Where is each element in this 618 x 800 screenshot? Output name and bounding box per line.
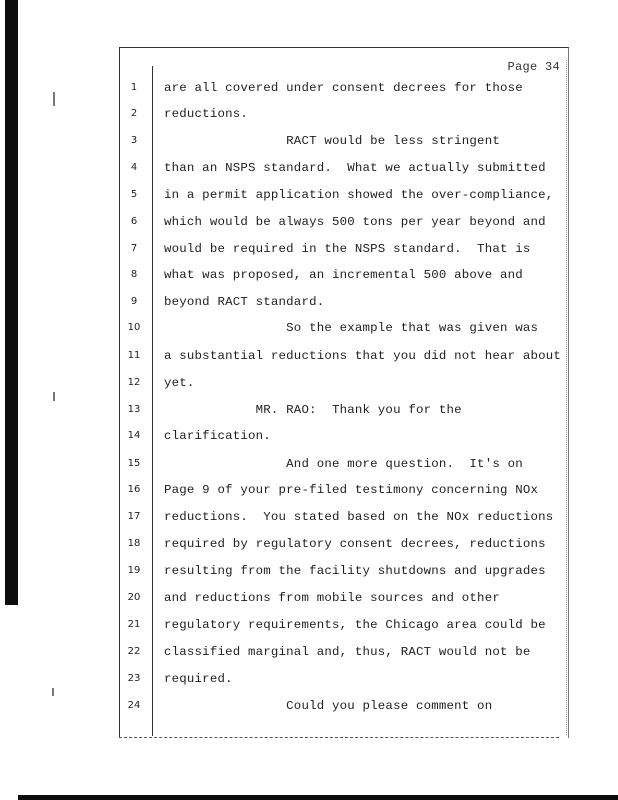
page-bottom-border [119,737,559,738]
line-number: 13 [127,404,141,415]
line-number: 3 [130,135,138,146]
scan-speck [53,392,55,401]
transcript-line: reductions. You stated based on the NOx reductions [164,510,554,524]
line-number: 19 [127,565,141,576]
transcript-line: would be required in the NSPS standard. That is [164,242,531,256]
transcript-line: required. [164,672,233,686]
line-number: 6 [130,216,138,227]
transcript-line: clarification. [164,429,271,443]
line-number: 17 [127,511,141,522]
line-number: 7 [130,243,138,254]
line-number: 8 [130,269,138,280]
page-number: Page 34 [507,60,560,74]
transcript-line: Could you please comment on [164,699,493,713]
transcript-line: yet. [164,376,195,390]
line-number: 16 [127,484,141,495]
transcript-line: in a permit application showed the over-compliance, [164,188,554,202]
line-number-rule [152,66,153,736]
transcript-line: than an NSPS standard. What we actually submitted [164,161,546,175]
line-number: 12 [127,377,141,388]
transcript-line: So the example that was given was [164,321,539,335]
transcript-line: which would be always 500 tons per year beyond and [164,215,546,229]
line-number: 18 [127,538,141,549]
transcript-line: RACT would be less stringent [164,134,500,148]
line-number: 4 [130,162,138,173]
transcript-line: resulting from the facility shutdowns and upgrades [164,564,546,578]
line-number: 1 [130,82,138,93]
line-number: 10 [127,322,141,333]
line-number: 24 [127,700,141,711]
transcript-line: beyond RACT standard. [164,295,325,309]
scan-edge-bottom [18,795,618,800]
transcript-line: a substantial reductions that you did not hear about [164,349,562,363]
transcript-line: reductions. [164,107,248,121]
line-number: 22 [127,646,141,657]
line-number: 15 [127,458,141,469]
transcript-line: required by regulatory consent decrees, reductions [164,537,546,551]
line-number: 9 [130,296,138,307]
line-number: 21 [127,619,141,630]
transcript-line: and reductions from mobile sources and other [164,591,500,605]
transcript-line: And one more question. It's on [164,457,523,471]
line-number: 14 [127,430,141,441]
scan-speck [53,92,55,106]
transcript-page-frame [119,47,569,738]
scan-edge-left [5,0,18,605]
transcript-line: classified marginal and, thus, RACT would not be [164,645,531,659]
transcript-line: Page 9 of your pre-filed testimony concerning NOx [164,483,539,497]
line-number: 2 [130,108,138,119]
transcript-line: are all covered under consent decrees for those [164,81,523,95]
line-number: 11 [127,350,141,361]
page-right-edge [566,60,567,735]
line-number: 23 [127,673,141,684]
transcript-line: MR. RAO: Thank you for the [164,403,462,417]
transcript-line: what was proposed, an incremental 500 above and [164,268,523,282]
line-number: 5 [130,189,138,200]
scan-speck [52,688,54,696]
line-number: 20 [127,592,141,603]
transcript-line: regulatory requirements, the Chicago area could be [164,618,546,632]
